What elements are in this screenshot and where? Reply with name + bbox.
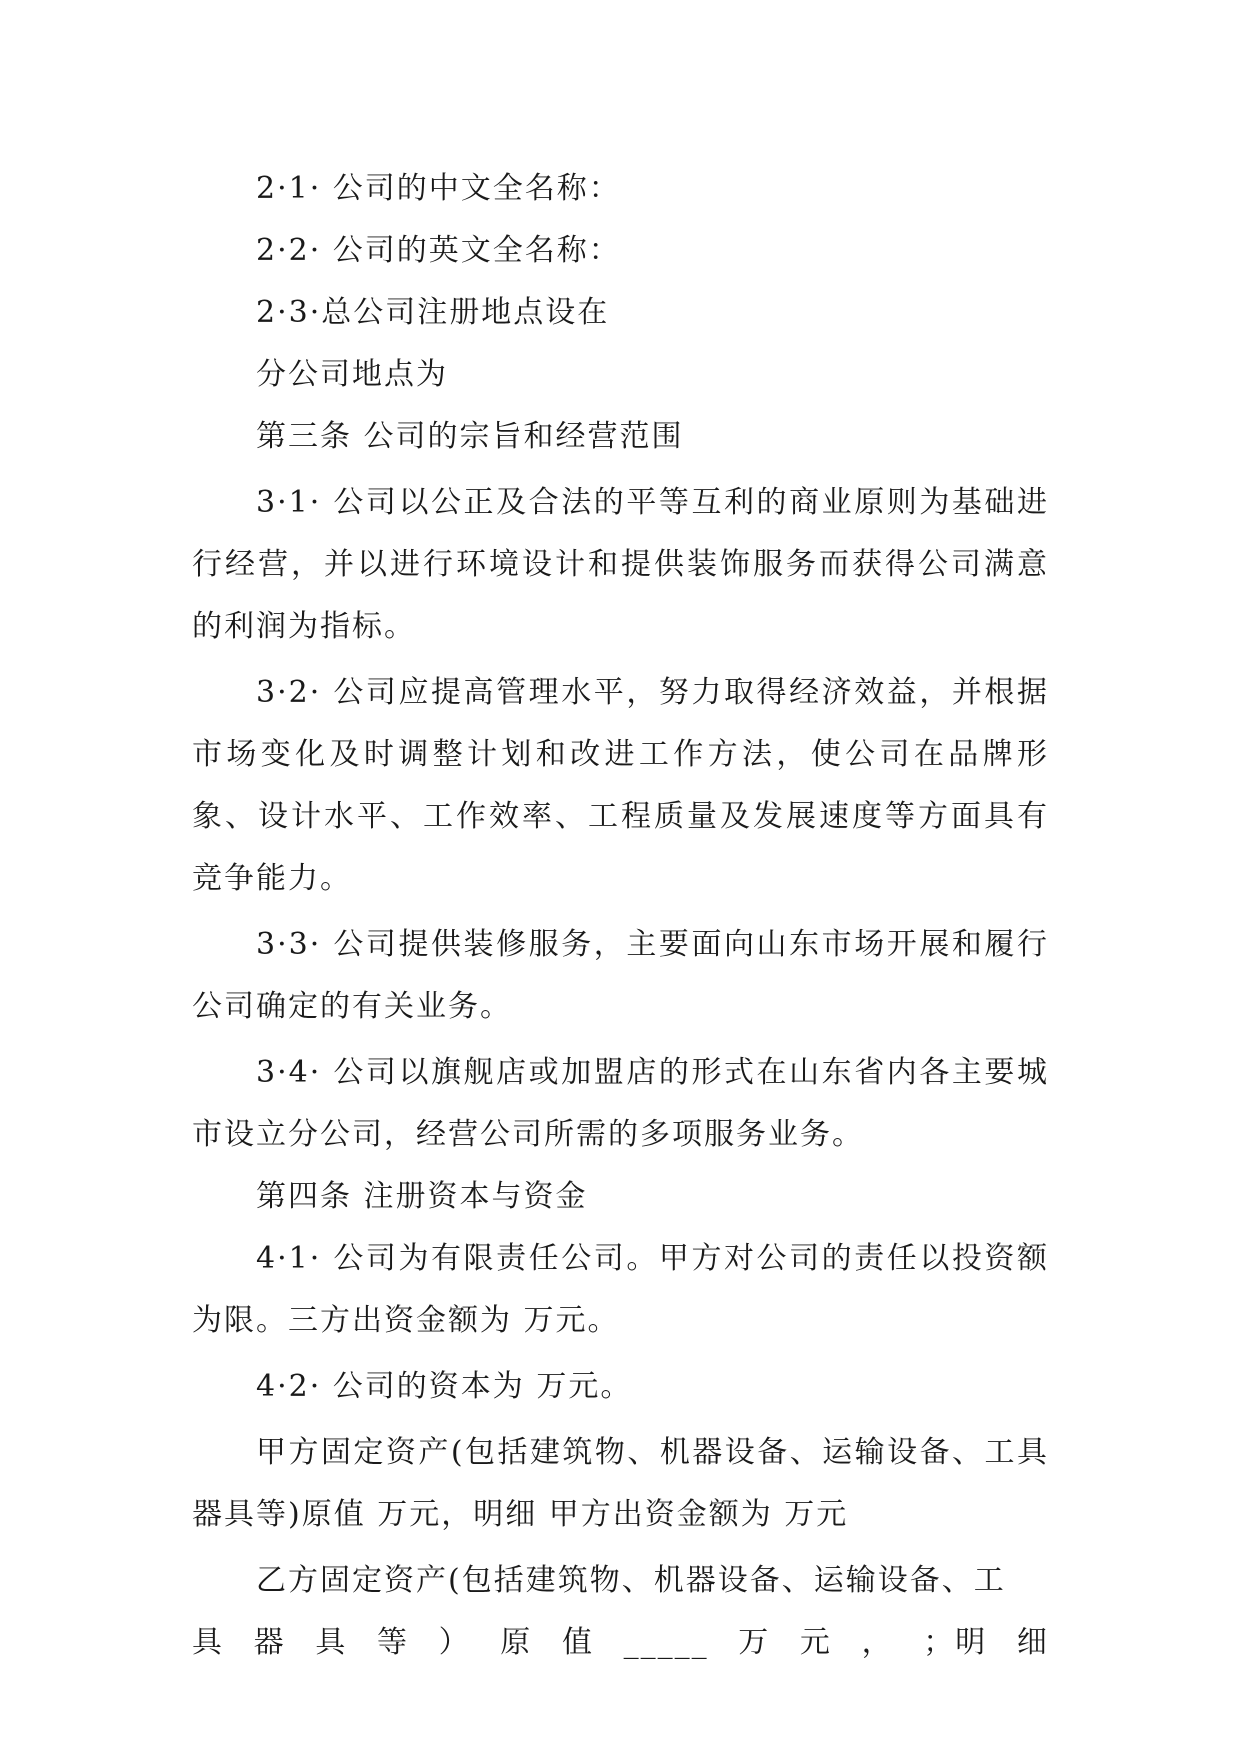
char: ） (438, 1625, 471, 1660)
line-2-2: 2·2· 公司的英文全名称： (256, 233, 621, 268)
paragraph-4-1: 4·1· 公司为有限责任公司。甲方对公司的责任以投资额为限。三方出资金额为 万元。 (192, 1241, 1049, 1338)
char: 原 (500, 1625, 533, 1660)
char: ， (861, 1625, 894, 1660)
paragraph-party-b-assets: 乙方固定资产(包括建筑物、机器设备、运输设备、工 (256, 1563, 1006, 1598)
paragraph-3-1: 3·1· 公司以公正及合法的平等互利的商业原则为基础进行经营，并以进行环境设计和提供装饰服务而获得公司满意的利润为指标。 (192, 485, 1049, 644)
line-2-1: 2·1· 公司的中文全名称： (256, 171, 621, 206)
document-page (192, 158, 1049, 1674)
char: 万 (738, 1625, 771, 1660)
char: 值 (561, 1625, 594, 1660)
char: 器 (253, 1625, 286, 1660)
paragraph-3-3: 3·3· 公司提供装修服务，主要面向山东市场开展和履行公司确定的有关业务。 (192, 927, 1049, 1024)
char: ；明 (923, 1625, 988, 1660)
char: 具 (192, 1625, 224, 1660)
char: 等 (376, 1625, 409, 1660)
char: 元 (799, 1625, 832, 1660)
char: 具 (315, 1625, 348, 1660)
paragraph-3-2: 3·2· 公司应提高管理水平，努力取得经济效益，并根据市场变化及时调整计划和改进工作方法，使公司在品牌形象、设计水平、工作效率、工程质量及发展速度等方面具有竞争能力。 (192, 675, 1049, 896)
line-2-3: 2·3·总公司注册地点设在 (256, 295, 610, 330)
blank-underline: _____ (623, 1625, 709, 1660)
paragraph-3-4: 3·4· 公司以旗舰店或加盟店的形式在山东省内各主要城市设立分公司，经营公司所需的多项服务业务。 (192, 1055, 1049, 1152)
party-b-assets-continued (192, 1612, 1049, 1674)
line-branch-location: 分公司地点为 (256, 357, 448, 392)
line-4-2: 4·2· 公司的资本为 万元。 (256, 1369, 633, 1404)
char: 细 (1016, 1625, 1049, 1660)
paragraph-party-a-assets: 甲方固定资产(包括建筑物、机器设备、运输设备、工具器具等)原值 万元，明细 甲方出资金额为 万元 (192, 1435, 1049, 1532)
article-3-heading: 第三条 公司的宗旨和经营范围 (256, 419, 684, 454)
article-4-heading: 第四条 注册资本与资金 (256, 1179, 588, 1214)
